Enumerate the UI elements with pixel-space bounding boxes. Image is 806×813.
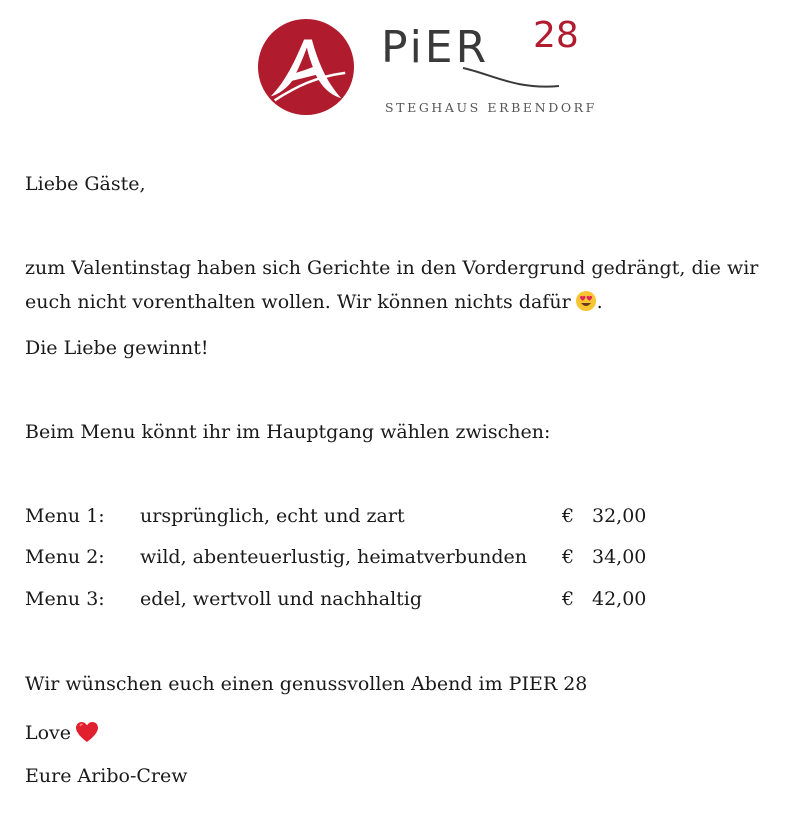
menu-price: 32,00 bbox=[592, 505, 647, 527]
intro-line-1: zum Valentinstag haben sich Gerichte in den Vordergrund gedrängt, die wir bbox=[25, 257, 759, 279]
menu-label: Menu 2: bbox=[25, 546, 105, 568]
wish-line: Wir wünschen euch einen genussvollen Abend im PIER 28 bbox=[25, 673, 588, 695]
red-heart-icon bbox=[75, 721, 99, 743]
menu-row bbox=[25, 588, 665, 612]
logo-subtitle: STEGHAUS ERBENDORF bbox=[385, 100, 597, 115]
menu-label: Menu 3: bbox=[25, 588, 105, 610]
menu-intro: Beim Menu könnt ihr im Hauptgang wählen zwischen: bbox=[25, 421, 551, 443]
love-line bbox=[25, 721, 99, 745]
signature: Eure Aribo-Crew bbox=[25, 765, 188, 787]
logo-swoosh-icon bbox=[461, 64, 561, 94]
menu-description: wild, abenteuerlustig, heimatverbunden bbox=[140, 546, 527, 568]
menu-description: ursprünglich, echt und zart bbox=[140, 505, 405, 527]
menu-currency: € bbox=[562, 546, 575, 568]
menu-price: 34,00 bbox=[592, 546, 647, 568]
intro-line-2-text: euch nicht vorenthalten wollen. Wir können nichts dafür bbox=[25, 291, 571, 313]
intro-line-2-end: . bbox=[596, 291, 603, 313]
menu-description: edel, wertvoll und nachhaltig bbox=[140, 588, 423, 610]
menu-label: Menu 1: bbox=[25, 505, 105, 527]
menu-price: 42,00 bbox=[592, 588, 647, 610]
love-text: Love bbox=[25, 722, 72, 744]
heart-eyes-emoji-icon bbox=[575, 290, 597, 312]
logo-number: 28 bbox=[533, 15, 579, 56]
love-wins-line: Die Liebe gewinnt! bbox=[25, 337, 209, 359]
intro-line-2 bbox=[25, 290, 603, 314]
logo-name: PiER bbox=[381, 22, 490, 73]
menu-row bbox=[25, 546, 665, 570]
logo-a-emblem-icon bbox=[257, 18, 355, 116]
greeting: Liebe Gäste, bbox=[25, 173, 146, 195]
menu-row bbox=[25, 505, 665, 529]
pier28-logo bbox=[257, 15, 597, 123]
menu-currency: € bbox=[562, 505, 575, 527]
menu-currency: € bbox=[562, 588, 575, 610]
